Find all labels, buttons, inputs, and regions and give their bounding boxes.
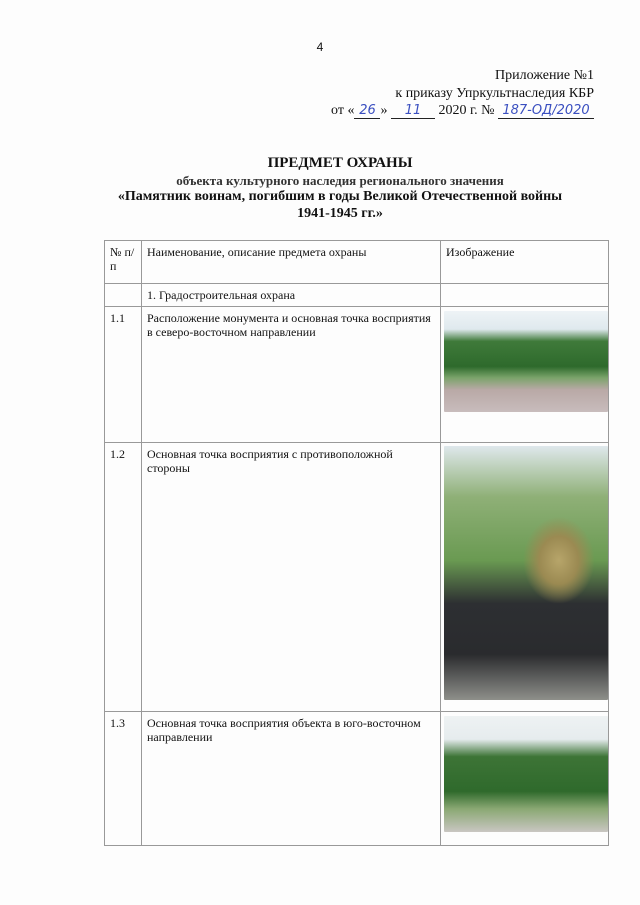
month-handwritten: 11	[391, 103, 435, 119]
monument-photo-northeast	[444, 311, 608, 412]
row-text: Основная точка восприятия объекта в юго-восточном направлении	[142, 712, 441, 846]
order-number-handwritten: 187-ОД/2020	[498, 103, 594, 119]
date-prefix: от «	[331, 103, 355, 118]
monument-photo-southeast	[444, 716, 608, 832]
header-description: Наименование, описание предмета охраны	[142, 241, 441, 284]
section-row	[105, 284, 609, 307]
year-text: 2020 г. №	[438, 103, 495, 118]
row-text: Основная точка восприятия с противоположной стороны	[142, 443, 441, 712]
monument-photo-opposite	[444, 446, 608, 700]
appendix-label: Приложение №1	[495, 68, 594, 83]
day-handwritten: 26	[354, 103, 380, 119]
row-num: 1.3	[105, 712, 142, 846]
row-num: 1.1	[105, 307, 142, 443]
doc-title: ПРЕДМЕТ ОХРАНЫ	[267, 155, 413, 171]
header-num: № п/п	[105, 241, 142, 284]
section-title: 1. Градостроительная охрана	[142, 284, 441, 307]
table-header-row	[105, 241, 609, 284]
object-name: «Памятник воинам, погибшим в годы Великой Отечественной войны	[117, 189, 563, 204]
order-date-line	[331, 103, 594, 119]
row-num: 1.2	[105, 443, 142, 712]
page-number: 4	[316, 40, 324, 54]
object-years: 1941-1945 гг.»	[297, 206, 383, 221]
date-mid: »	[380, 103, 388, 118]
row-text: Расположение монумента и основная точка восприятия в северо-восточном направлении	[142, 307, 441, 443]
order-reference: к приказу Упркультнаследия КБР	[395, 86, 594, 101]
header-image: Изображение	[441, 241, 609, 284]
doc-subtitle: объекта культурного наследия регионального значения	[176, 173, 504, 188]
